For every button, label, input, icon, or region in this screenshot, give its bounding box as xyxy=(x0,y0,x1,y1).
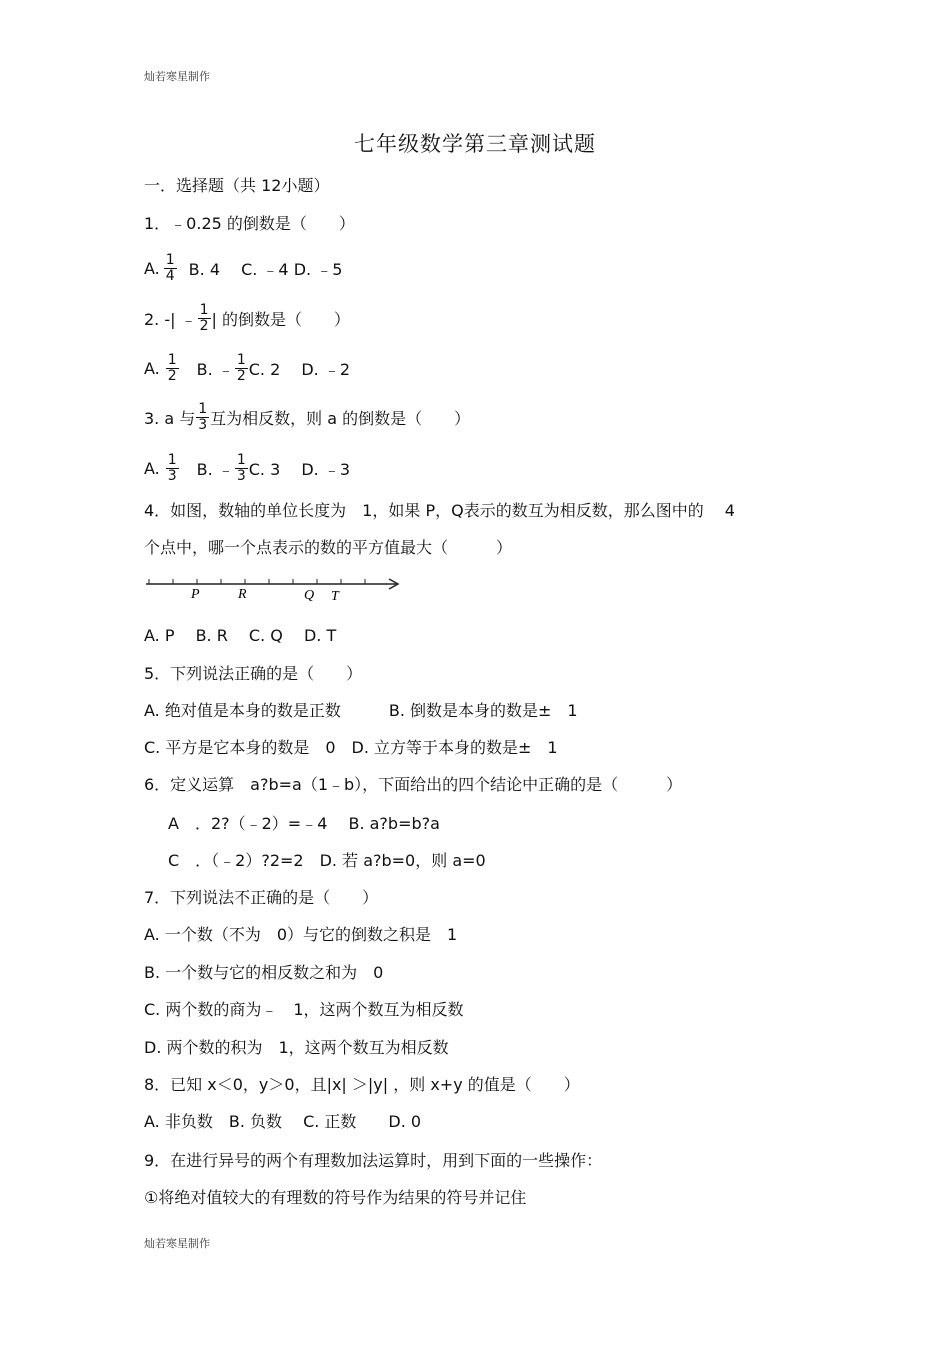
numerator: 1 xyxy=(165,251,175,268)
question-2-options xyxy=(144,350,350,386)
point-label-t: T xyxy=(331,589,339,604)
question-6: 6．定义运算 a?b=a（1﹣b），下面给出的四个结论中正确的是（ ） xyxy=(144,774,683,794)
page-footer: 灿若寒星制作 xyxy=(144,1237,210,1250)
question-7-option-c: C. 两个数的商为﹣ 1，这两个数互为相反数 xyxy=(144,999,464,1019)
fraction xyxy=(198,303,211,334)
question-4-options: A. P B. R C. Q D. T xyxy=(144,625,337,645)
question-9: 9．在进行异号的两个有理数加法运算时，用到下面的一些操作： xyxy=(144,1150,603,1170)
stem-prefix: 2. -| ﹣ xyxy=(144,309,197,329)
stem-prefix: 3. a 与 xyxy=(144,408,196,428)
question-9-step-1: ①将绝对值较大的有理数的符号作为结果的符号并记住 xyxy=(144,1187,527,1207)
numerator: 1 xyxy=(198,400,208,417)
denominator: 2 xyxy=(199,317,209,334)
question-8-options: A. 非负数 B. 负数 C. 正数 D. 0 xyxy=(144,1111,422,1131)
question-3 xyxy=(144,398,470,436)
question-1: 1．﹣0.25 的倒数是（ ） xyxy=(144,213,355,233)
options-rest: C. 2 D. ﹣2 xyxy=(248,359,351,379)
numerator: 1 xyxy=(199,301,209,318)
question-1-options xyxy=(144,250,342,286)
fraction xyxy=(196,402,209,433)
question-8: 8．已知 x＜0，y＞0，且|x| ＞|y| ，则 x+y 的值是（ ） xyxy=(144,1074,580,1094)
stem-suffix: 互为相反数，则 a 的倒数是（ ） xyxy=(210,408,471,428)
denominator: 2 xyxy=(167,367,177,384)
option-b-label: B. ﹣ xyxy=(196,359,234,379)
option-b-label: B. ﹣ xyxy=(196,459,234,479)
question-6-options-ab: A ．2?（﹣2）=﹣4 B. a?b=b?a xyxy=(168,813,440,833)
numerator: 1 xyxy=(236,351,246,368)
question-6-options-cd: C ．（﹣2）?2=2 D. 若 a?b=0，则 a=0 xyxy=(168,850,486,870)
question-3-options xyxy=(144,449,350,487)
question-5-options-ab: A. 绝对值是本身的数是正数 B. 倒数是本身的数是± 1 xyxy=(144,700,578,720)
fraction xyxy=(235,353,248,384)
fraction xyxy=(164,253,177,284)
options-rest: C. 3 D. ﹣3 xyxy=(248,459,351,479)
point-label-q: Q xyxy=(304,588,315,603)
option-a-label: A. xyxy=(144,358,160,378)
numerator: 1 xyxy=(167,451,177,468)
option-a-label: A. xyxy=(144,258,160,278)
question-7-option-d: D. 两个数的积为 1，这两个数互为相反数 xyxy=(144,1037,449,1057)
denominator: 2 xyxy=(236,367,246,384)
question-4-line-1: 4．如图，数轴的单位长度为 1，如果 P，Q表示的数互为相反数，那么图中的 4 xyxy=(144,500,735,520)
question-7-option-b: B. 一个数与它的相反数之和为 0 xyxy=(144,962,384,982)
point-label-p: P xyxy=(191,587,200,602)
question-7: 7．下列说法不正确的是（ ） xyxy=(144,887,379,907)
page-title: 七年级数学第三章测试题 xyxy=(354,132,596,156)
fraction xyxy=(166,353,179,384)
denominator: 3 xyxy=(236,467,246,484)
point-label-r: R xyxy=(238,587,247,602)
option-a-label: A. xyxy=(144,458,160,478)
denominator: 4 xyxy=(165,267,175,284)
stem-suffix: | 的倒数是（ ） xyxy=(211,309,351,329)
question-2 xyxy=(144,300,350,336)
section-heading: 一．选择题（共 12小题） xyxy=(144,175,330,195)
question-7-option-a: A. 一个数（不为 0）与它的倒数之积是 1 xyxy=(144,924,458,944)
denominator: 3 xyxy=(167,467,177,484)
fraction xyxy=(235,453,248,484)
question-5: 5．下列说法正确的是（ ） xyxy=(144,663,363,683)
page-header: 灿若寒星制作 xyxy=(144,70,210,83)
question-4-line-2: 个点中，哪一个点表示的数的平方值最大（ ） xyxy=(144,537,513,557)
options-rest: B. 4 C. ﹣4 D. ﹣5 xyxy=(188,259,343,279)
numerator: 1 xyxy=(167,351,177,368)
question-5-options-cd: C. 平方是它本身的数是 0 D. 立方等于本身的数是± 1 xyxy=(144,737,558,757)
fraction xyxy=(166,453,179,484)
number-line-figure xyxy=(144,573,404,605)
numerator: 1 xyxy=(236,451,246,468)
denominator: 3 xyxy=(198,416,208,433)
